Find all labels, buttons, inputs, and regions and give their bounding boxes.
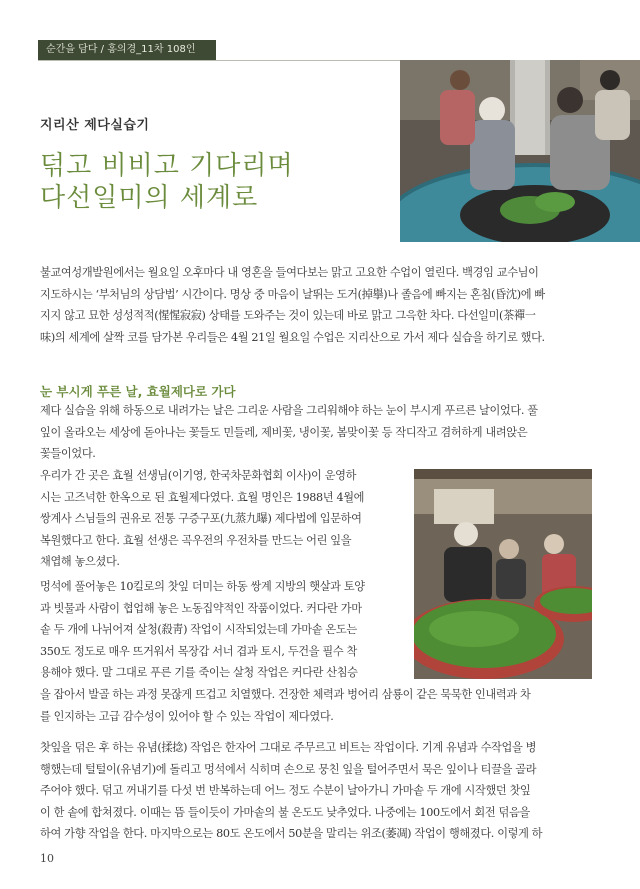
article-title (40, 150, 294, 214)
text-line: 행했는데 털털이(유념기)에 돌리고 멍석에서 식히며 손으로 뭉친 잎을 털어주면서 묵은 잎이나 티끌을 골라 (40, 762, 537, 776)
text-line: 쌍계사 스님들의 권유로 전통 구증구포(九蒸九曝) 제다법에 입문하여 (40, 512, 362, 525)
running-title: 순간을 담다 / 홍의경_11차 108인 (38, 40, 216, 60)
text-line: 용해야 했다. 말 그대로 푸른 기를 죽이는 살청 작업은 커다란 산침승 (40, 666, 358, 679)
text-line: 꽃들이었다. (40, 447, 96, 460)
text-line: 잎이 올라오는 세상에 돋아나는 꽃들도 민들레, 제비꽃, 냉이꽃, 봄맞이꽃 등 작디작고 겸허하게 내려앉은 (40, 425, 528, 439)
paragraph (40, 465, 406, 573)
text-line: 350도 정도로 매우 뜨거워서 목장갑 서너 겹과 토시, 두건을 필수 착 (40, 644, 358, 658)
text-line: 불교여성개발원에서는 월요일 오후마다 내 영혼을 들여다보는 맑고 고요한 수업이 열린다. 백경임 교수님이 (40, 266, 539, 279)
text-line: 채엽해 놓으셨다. (40, 555, 120, 568)
header-divider (38, 60, 412, 61)
text-line: 멍석에 풀어놓은 10킬로의 찻잎 더미는 하동 쌍계 지방의 햇살과 토양 (40, 580, 365, 593)
subheading: 눈 부시게 푸른 날, 효월제다로 가다 (40, 384, 236, 399)
tea-leaves-photo (414, 469, 592, 679)
paragraph (40, 737, 596, 845)
tea-roasting-photo (400, 60, 640, 242)
text-line: 주어야 했다. 덖고 꺼내기를 다섯 번 반복하는데 어느 정도 수분이 날아가니 가마솥 두 개에 시작했던 찻잎 (40, 784, 531, 797)
intro-paragraph (40, 262, 596, 348)
paragraph-continued (40, 684, 596, 727)
text-line: 를 인지하는 고급 감수성이 있어야 할 수 있는 작업이 제다였다. (40, 709, 334, 723)
text-line: 찻잎을 덖은 후 하는 유념(揉捻) 작업은 한자어 그대로 주무르고 비트는 작업이다. 기계 유념과 수작업을 병 (40, 741, 537, 754)
page-number: 10 (40, 852, 54, 865)
text-line: 하여 가향 작업을 한다. 마지막으로는 80도 온도에서 50분을 말리는 위조(萎凋) 작업이 행해졌다. 이렇게 하 (40, 827, 543, 840)
text-line: 이 한 솥에 합쳐졌다. 이때는 뜸 들이듯이 가마솥의 불 온도도 낮추었다. 나중에는 100도에서 회전 덖음을 (40, 805, 530, 819)
section-label: 지리산 제다실습기 (40, 118, 150, 133)
text-line: 지도하시는 ‘부처님의 상담법’ 시간이다. 명상 중 마음이 날뛰는 도거(掉擧)나 졸음에 빠지는 혼침(昏沈)에 빠 (40, 287, 545, 301)
text-line: 을 잡아서 발골 하는 과정 못잖게 뜨겁고 치열했다. 건장한 체력과 벙어리 삼룡이 같은 묵묵한 인내력과 차 (40, 688, 531, 701)
paragraph (40, 400, 596, 465)
title-line: 덖고 비비고 기다리며 (40, 151, 294, 181)
title-line: 다선일미의 세계로 (40, 183, 259, 213)
text-line: 味)의 세계에 살짝 코를 담가본 우리들은 4월 21일 월요일 수업은 지리산으로 가서 제다 실습을 하기로 했다. (40, 330, 545, 344)
text-line: 지지 않고 묘한 성성적적(惺惺寂寂) 상태를 도와주는 것이 있는데 바로 맑고 그윽한 차다. 다선일미(茶禪一 (40, 309, 536, 322)
text-line: 우리가 간 곳은 효월 선생님(이기영, 한국차문화협회 이사)이 운영하 (40, 469, 357, 482)
text-line: 제다 실습을 위해 하동으로 내려가는 날은 그리운 사람을 그리워해야 하는 눈이 부시게 푸르른 날이었다. 풀 (40, 404, 538, 417)
text-line: 복원했다고 한다. 효월 선생은 곡우전의 우전차를 만드는 어린 잎을 (40, 533, 352, 547)
text-line: 솥 두 개에 나뉘어져 살청(殺靑) 작업이 시작되었는데 가마솥 온도는 (40, 623, 357, 636)
text-line: 시는 고즈넉한 한옥으로 된 효월제다였다. 효월 명인은 1988년 4월에 (40, 490, 365, 504)
paragraph (40, 576, 406, 684)
text-line: 과 빗물과 사람이 협업해 놓은 노동집약적인 작품이었다. 커다란 가마 (40, 601, 362, 615)
